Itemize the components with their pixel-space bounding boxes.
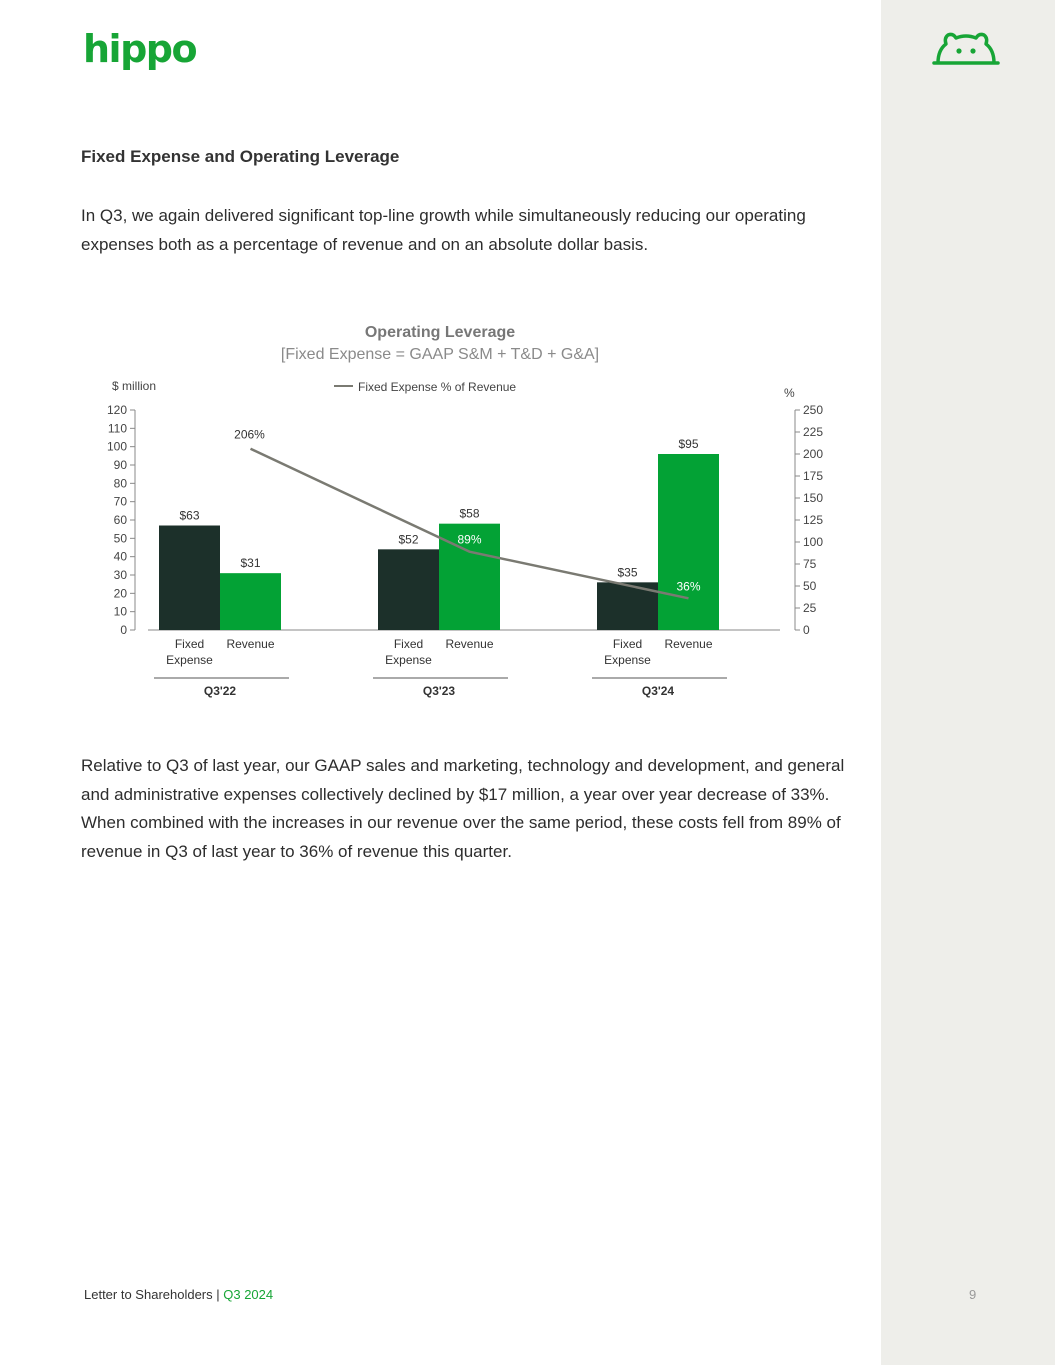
- y-tick-label-left: 110: [107, 421, 127, 436]
- x-category-label: Fixed: [612, 637, 643, 651]
- footer-period: Q3 2024: [223, 1287, 274, 1302]
- bar-fixed-expense: [378, 549, 439, 630]
- x-category-label: Expense: [166, 653, 213, 667]
- y-tick-label-right: 200: [803, 447, 824, 461]
- line-value-label: 89%: [457, 532, 482, 547]
- section-heading: Fixed Expense and Operating Leverage: [81, 147, 400, 166]
- group-label: Q3'24: [641, 684, 675, 698]
- x-category-label: Revenue: [445, 637, 494, 651]
- y-tick-label-left: 80: [113, 476, 127, 491]
- y-tick-label-left: 40: [113, 549, 127, 564]
- y-tick-label-left: 90: [113, 458, 127, 472]
- bar-value-label: $35: [617, 565, 638, 580]
- x-category-label: Revenue: [664, 637, 713, 651]
- y-tick-label-right: 150: [803, 491, 824, 505]
- summary-paragraph: Relative to Q3 of last year, our GAAP sales and marketing, technology and development, and general and administrative expenses collectively declined by $17 million, a year over year decrease of 33%. When combined with the increases in our revenue over the same period, these costs fell from 89% of revenue in Q3 of last year to 36% of revenue this quarter.: [81, 756, 845, 861]
- y-tick-label-right: 0: [803, 623, 810, 637]
- y-tick-label-left: 30: [113, 568, 127, 582]
- y-tick-label-right: 250: [803, 403, 824, 417]
- y-tick-label-left: 120: [106, 403, 127, 417]
- x-category-label: Fixed: [393, 637, 424, 651]
- y-tick-label-right: 75: [803, 557, 817, 571]
- y-axis-left-label: $ million: [112, 379, 157, 393]
- x-category-label: Expense: [604, 653, 651, 667]
- line-value-label: 36%: [676, 579, 701, 594]
- y-tick-label-right: 100: [803, 535, 824, 549]
- x-category-label: Fixed: [174, 637, 205, 651]
- bar-value-label: $52: [398, 532, 419, 547]
- y-tick-label-right: 225: [803, 425, 824, 439]
- x-category-label: Revenue: [226, 637, 275, 651]
- bar-value-label: $31: [240, 556, 261, 571]
- group-label: Q3'23: [422, 684, 456, 698]
- y-tick-label-right: 175: [803, 469, 824, 483]
- y-tick-label-left: 100: [106, 439, 127, 454]
- page-number: 9: [969, 1287, 977, 1302]
- group-label: Q3'22: [203, 684, 237, 698]
- bar-fixed-expense: [159, 526, 220, 631]
- hippo-logo: hippo: [83, 27, 197, 71]
- bar-revenue: [220, 573, 281, 630]
- operating-leverage-chart: [80, 315, 840, 715]
- y-tick-label-right: 50: [803, 579, 817, 593]
- y-tick-label-left: 70: [113, 494, 127, 509]
- bar-value-label: $58: [459, 506, 480, 521]
- y-tick-label-left: 10: [113, 604, 127, 619]
- x-category-label: Expense: [385, 653, 432, 667]
- y-tick-label-left: 0: [120, 623, 127, 637]
- y-tick-label-right: 25: [803, 601, 817, 615]
- y-tick-label-left: 60: [113, 513, 127, 527]
- bar-value-label: $63: [179, 508, 200, 523]
- footer: [84, 1287, 273, 1302]
- y-tick-label-right: 125: [803, 513, 824, 527]
- legend-label: Fixed Expense % of Revenue: [358, 380, 517, 394]
- intro-paragraph: In Q3, we again delivered significant top-line growth while simultaneously reducing our operating expenses both as a percentage of revenue and on an absolute dollar basis.: [81, 206, 806, 254]
- chart-title: Operating Leverage: [364, 324, 516, 341]
- side-panel: [881, 0, 1055, 1365]
- chart-subtitle: [Fixed Expense = GAAP S&M + T&D + G&A]: [280, 346, 600, 363]
- hippo-mascot-icon: [932, 30, 1000, 66]
- y-tick-label-left: 20: [113, 586, 127, 601]
- y-axis-right-label: %: [784, 386, 795, 400]
- bar-value-label: $95: [678, 437, 699, 451]
- y-tick-label-left: 50: [113, 531, 127, 546]
- line-value-label: 206%: [234, 427, 265, 442]
- footer-label: Letter to Shareholders |: [84, 1287, 224, 1302]
- bar-revenue: [658, 454, 719, 630]
